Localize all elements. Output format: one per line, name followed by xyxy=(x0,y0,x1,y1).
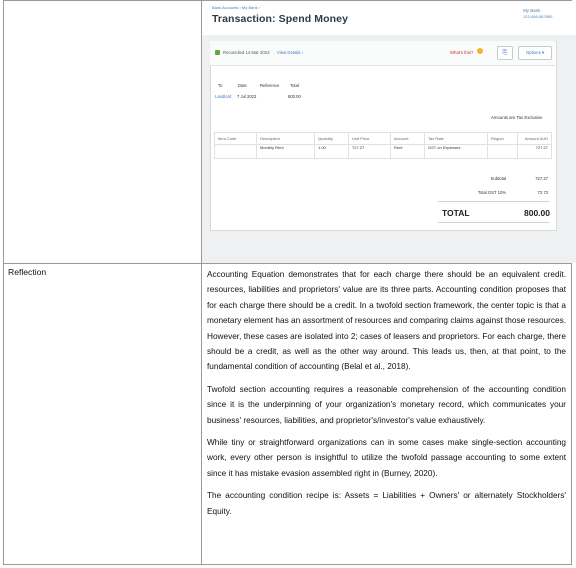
help-icon[interactable] xyxy=(477,48,483,54)
date-value: 7 Jul 2023 xyxy=(237,94,257,99)
to-value[interactable]: Landlord xyxy=(215,94,232,99)
gst-label: Total GST 10% xyxy=(477,190,506,195)
whats-this-link[interactable]: What's this? xyxy=(450,50,474,55)
column-header: Account xyxy=(391,133,425,145)
total-header-value: 800.00 xyxy=(288,94,301,99)
breadcrumb[interactable]: Bank Accounts › My Bank › xyxy=(212,5,261,10)
org-number: 123-456-567890 xyxy=(523,14,553,19)
view-details-link[interactable]: View Details › xyxy=(277,50,304,55)
spend-money-screenshot xyxy=(202,1,576,263)
date-label: Date xyxy=(238,83,247,88)
column-header: Region xyxy=(488,133,518,145)
reconciled-status: Reconciled 14 Mar 2022 xyxy=(223,50,270,55)
gst-value: 72.73 xyxy=(537,190,548,195)
quantity-cell[interactable]: 1.00 xyxy=(315,145,349,159)
reflection-paragraph: Accounting Equation demonstrates that for each charge there should be an equivalent credit. resources, liabilities and proprietors' value are its three parts. Accounting condition proposes that for each charge there should be a credit. In a twofold section framework, the center topic is that a monetary element has an assortment of resources and comparing claims against those resources. However, these cases are isolated into 2; cases of leasers and proprietors. For each charge, there should be a credit, as well as the other way around. This leads us, then, at that point, to the fundamental condition of accounting (Belal et al., 2018). xyxy=(207,270,566,372)
item-code-cell[interactable] xyxy=(215,145,257,159)
subtotal-label: Subtotal xyxy=(490,176,506,181)
status-bar xyxy=(210,41,555,66)
region-cell[interactable] xyxy=(488,145,518,159)
total-underline xyxy=(438,222,550,223)
table-header-row xyxy=(215,133,552,145)
column-header: Unit Price xyxy=(349,133,391,145)
screenshot-cell xyxy=(202,1,572,264)
reflection-paragraph: While tiny or straightforward organizations can in some cases make single-section accounting work, every other person is insightful to utilize the twofold passage accounting to some extent since it has mistake evasion assembled right in (Burney, 2020). xyxy=(207,438,566,478)
check-icon xyxy=(215,50,220,55)
options-button[interactable]: Options ▾ xyxy=(518,46,552,60)
page-title: Transaction: Spend Money xyxy=(212,13,349,25)
reflection-label: Reflection xyxy=(4,264,202,565)
reference-label: Reference xyxy=(260,83,280,88)
to-label: To xyxy=(218,83,223,88)
reflection-paragraph: Twofold section accounting requires a reasonable comprehension of the accounting condition since it is the underpinning of your organization's monetary record, which communicates your business' resources, liabilities, and proprietor's/investor's value exhaustively. xyxy=(207,384,566,425)
org-name[interactable]: My Bank xyxy=(523,8,541,13)
subtotal-value: 727.27 xyxy=(535,176,548,181)
tax-note[interactable]: Amounts are Tax Exclusive xyxy=(491,115,543,120)
table-row[interactable] xyxy=(215,145,552,159)
column-header: Amount AUD xyxy=(518,133,552,145)
line-items-table xyxy=(214,132,552,159)
reflection-cell xyxy=(202,264,572,565)
amount-cell[interactable]: 727.27 xyxy=(518,145,552,159)
table-row xyxy=(4,1,572,264)
table-row xyxy=(4,264,572,565)
screenshot-header xyxy=(202,1,576,35)
total-label: TOTAL xyxy=(442,208,470,218)
document-table xyxy=(3,0,572,565)
reflection-paragraph: The accounting condition recipe is: Assets = Liabilities + Owners' or alternately Stockholders' Equity. xyxy=(207,491,566,516)
copy-button[interactable]: ⎘ xyxy=(497,46,513,60)
unit-price-cell[interactable]: 727.27 xyxy=(349,145,391,159)
description-cell[interactable]: Monthly Rent xyxy=(257,145,315,159)
column-header: Description xyxy=(257,133,315,145)
column-header: Quantity xyxy=(315,133,349,145)
total-header-label: Total xyxy=(290,83,299,88)
total-divider xyxy=(438,201,550,202)
total-value: 800.00 xyxy=(524,208,550,218)
column-header: Tax Rate xyxy=(425,133,488,145)
empty-cell xyxy=(4,1,202,264)
tax-rate-cell[interactable]: GST on Expenses xyxy=(425,145,488,159)
account-cell[interactable]: Rent xyxy=(391,145,425,159)
column-header: Item Code xyxy=(215,133,257,145)
